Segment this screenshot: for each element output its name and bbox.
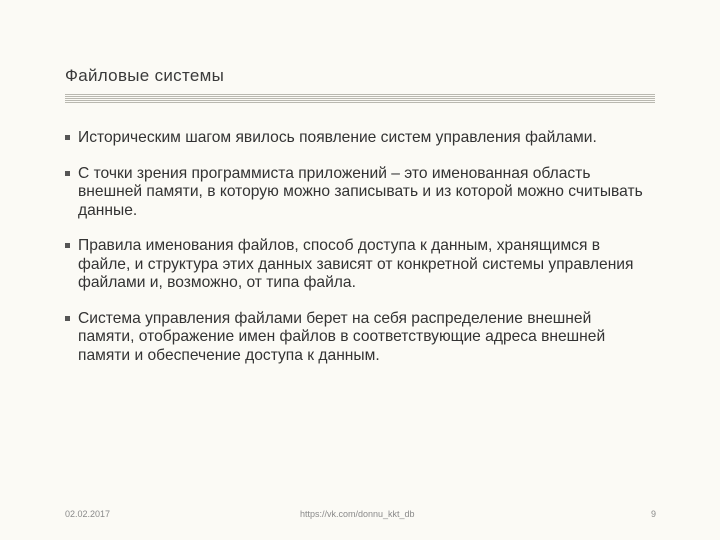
square-bullet-icon — [65, 171, 70, 176]
square-bullet-icon — [65, 316, 70, 321]
footer-url[interactable]: https://vk.com/donnu_kkt_db — [300, 509, 415, 519]
slide-title: Файловые системы — [65, 66, 225, 85]
bullet-item — [65, 129, 645, 148]
bullet-text: С точки зрения программиста приложений – это именованная область внешней памяти, в которую можно записывать и из которой можно считывать данные. — [78, 164, 643, 219]
square-bullet-icon — [65, 135, 70, 140]
square-bullet-icon — [65, 243, 70, 248]
bullet-text: Правила именования файлов, способ доступа к данным, хранящимся в файле, и структура этих данных зависят от конкретной системы управления файлами и, возможно, от типа файла. — [78, 237, 634, 291]
bullet-item — [65, 237, 645, 293]
bullet-text: Историческим шагом явилось появление систем управления файлами. — [78, 129, 597, 146]
title-divider — [65, 94, 655, 104]
bullet-item — [65, 165, 645, 221]
footer-page-number: 9 — [651, 509, 657, 519]
bullet-item — [65, 310, 645, 366]
footer-date: 02.02.2017 — [65, 509, 111, 519]
bullet-text: Система управления файлами берет на себя распределение внешней памяти, отображение имен файлов в соответствующие адреса внешней памяти и обеспечение доступа к данным. — [78, 309, 606, 364]
bullet-list — [65, 129, 645, 382]
